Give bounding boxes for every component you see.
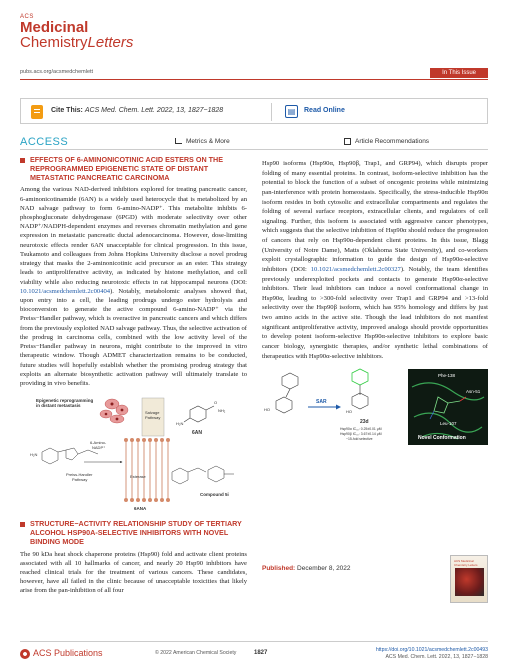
svg-text:23d: 23d	[360, 419, 369, 426]
article1-body: Among the various NAD-derived inhibitors explored for treating pancreatic cancer, 6-aminonicotinamide (6AN) is a widely used heterocycle that is metabolized by an NAD salvage pathway to form 6-amino-NADP⁺. This metabolite inhibits 6-phosphogluconate dehydrogenase (6PGD) with moderate selectivity over other NADP⁺/NADPH-dependent enzymes and reverses chromatin methylation and gene expression in metastatic pancreatic ductal adenocarcinoma. However, dose-limiting neurotoxic effects render 6AN unacceptable for clinical progression. In this issue, Tsukamoto and colleagues from Johns Hopkins University disclose a novel prodrug strategy that masks the 2-aminonicotinic acid precursor as an ester. This strategy leads to antiproliferative activity, as indicated by histone methylation, and cell viability while also reducing neurotoxic effects in rat hippocampal neurons (DOI: 10.1021/acsmedchemlett.2c00404). Notably, metabolomic analyses showed that, upon entry into a cell, the leading prodrugs undergo ester hydrolysis and bioconversion to generate the active compound 6-amino-NADP⁺ via the Preiss−Handler pathway, which is overactive in pancreatic cancers and which differs from the previously exploited NAD salvage pathway. Thus, the selective activation of the prodrug in carcinoma cells, combined with the low activity level of the Preiss−Handler pathway in neurons, might contribute to the improved in vitro therapeutic window. Though ADMET characterization remains to be conducted, future studies will hopefully establish whether the promising prodrug strategy that exploits an alternate biosynthetic activation pathway will ultimately translate to providing in vivo benefits.	[20, 186, 247, 387]
page-footer	[20, 641, 488, 663]
svg-text:in distant metastasis: in distant metastasis	[36, 403, 81, 409]
cite-text[interactable]: Cite This: ACS Med. Chem. Lett. 2022, 13, 1827−1828	[51, 107, 224, 114]
publisher-logo[interactable]: ACS Publications	[20, 648, 103, 659]
svg-text:Esterase: Esterase	[130, 474, 146, 480]
svg-text:NADP⁺: NADP⁺	[92, 445, 106, 451]
svg-text:6ANA: 6ANA	[134, 506, 147, 512]
bar-chart-icon	[175, 138, 182, 144]
svg-text:Asn-51: Asn-51	[466, 389, 481, 395]
url-bar	[20, 68, 488, 80]
copyright: © 2022 American Chemical Society	[155, 650, 237, 656]
svg-text:Pathway: Pathway	[72, 477, 88, 483]
svg-text:NH₂: NH₂	[218, 408, 226, 414]
article1-toc-figure	[22, 392, 244, 512]
acs-logo-icon	[20, 649, 30, 659]
svg-text:H₂N: H₂N	[30, 452, 38, 458]
journal-name-line1: Medicinal	[20, 19, 89, 36]
svg-text:Preiss-Handler: Preiss-Handler	[66, 472, 93, 478]
right-column	[262, 156, 488, 447]
page-number: 1827	[254, 650, 268, 656]
read-online-link[interactable]: Read Online	[304, 107, 345, 114]
metrics-link[interactable]: Metrics & More	[175, 138, 230, 145]
article2-body: The 90 kDa heat shock chaperone proteins (Hsp90) fold and activate client proteins associated with all 10 hallmarks of cancer, and nearly 20 Hsp90 inhibitors have reached clinical trials for the treatment of various cancers. These candidates, however, have all failed in the clinic because of unacceptable toxicities that likely arise from the pan-inhibition of all four	[20, 550, 247, 595]
svg-text:Novel Conformation: Novel Conformation	[418, 435, 466, 442]
svg-text:H₂N: H₂N	[176, 421, 184, 427]
svg-text:Leu-107: Leu-107	[440, 421, 457, 427]
cover-title: ACS Medicinal Chemistry Letters	[454, 559, 478, 567]
article1-heading: EFFECTS OF 6-AMINONICOTINIC ACID ESTERS ON THE REPROGRAMMED EPIGENETIC STATE OF DISTANT METASTATIC PANCREATIC CARCINOMA	[20, 156, 247, 182]
article2-toc-figure	[262, 367, 488, 447]
footer-doi-link[interactable]: https://doi.org/10.1021/acsmedchemlett.2c00493	[375, 647, 488, 653]
journal-cover-thumbnail[interactable]	[450, 555, 488, 603]
svg-text:Phe-138: Phe-138	[438, 373, 456, 379]
divider	[271, 103, 272, 121]
svg-text:6AN: 6AN	[192, 430, 203, 437]
svg-text:Hsp90α IC₅₀: 0.25±0.01 μM: Hsp90α IC₅₀: 0.25±0.01 μM	[340, 427, 382, 432]
svg-text:Compound 5i: Compound 5i	[200, 492, 229, 498]
svg-text:Pathway: Pathway	[145, 415, 161, 421]
article-icon	[344, 138, 351, 145]
section-badge: In This Issue	[430, 68, 488, 78]
svg-text:~15-fold selective: ~15-fold selective	[346, 437, 373, 442]
journal-logo[interactable]	[20, 14, 133, 50]
read-online-icon[interactable]: ▤	[285, 105, 298, 118]
svg-text:HO: HO	[264, 407, 270, 413]
svg-text:HO: HO	[346, 409, 352, 415]
cite-box	[20, 98, 488, 124]
svg-text:SAR: SAR	[316, 399, 327, 406]
acs-prefix: ACS	[20, 14, 34, 20]
published-date: Published: December 8, 2022	[262, 565, 351, 572]
article2-heading: STRUCTURE−ACTIVITY RELATIONSHIP STUDY OF TERTIARY ALCOHOL HSP90Α-SELECTIVE INHIBITORS WITH NOVEL BINDING MODE	[20, 520, 247, 546]
svg-text:Epigenetic reprogramming: Epigenetic reprogramming	[36, 398, 94, 404]
recommendations-link[interactable]: Article Recommendations	[344, 138, 429, 145]
access-label: ACCESS	[20, 136, 69, 148]
access-bar	[20, 136, 488, 150]
quote-icon[interactable]	[31, 105, 43, 119]
footer-citation: https://doi.org/10.1021/acsmedchemlett.2c00493 ACS Med. Chem. Lett. 2022, 13, 1827−1828	[375, 647, 488, 661]
svg-text:6-Amino-: 6-Amino-	[90, 440, 107, 446]
svg-text:O: O	[214, 400, 218, 406]
journal-name-line2: ChemistryLetters	[20, 34, 134, 51]
prodrug-scheme-graphic	[22, 392, 244, 512]
article2-body-continued: Hsp90 isoforms (Hsp90α, Hsp90β, Trap1, and GRP94), which disrupts proper folding of many essential proteins. In contrast, isoform-selective inhibition has the potential to block the function of a subset of oncogenic proteins while minimizing pan-interference with protein homeostasis. Specifically, the stress-inducible Hsp90α isoform resides in both cytosolic and extracellular compartments and regulates the folding of several surface receptors, extracellular clients, and regulators of cell signaling. Further, this isoform is associated with aggressive cancer phenotypes, which suggests that the selective inhibition of Hsp90α should reduce the progression of cancers that rely on Hsp90α-dependent client proteins. In this issue, Blagg (University of Notre Dame), Matts (Oklahoma State University), and co-workers exploit crystallographic information to guide the design of Hsp90α-selective inhibitors (DOI: 10.1021/acsmedchemlett.2c00327). Notably, the team identifies previously underexploited pockets and contacts to generate Hsp90α-selective inhibitors. Their lead inhibitors can induce a novel conformational change in Hsp90α, leading to >300-fold selectivity over Trap1 and GRP94 and >13-fold selectivity over the Hsp90β isoform, which has 95% homology and differs by just two amino acids in the active site. Though the lead inhibitors do not manifest significant antiproliferative activity, improved analogs should provide opportunities to develop potent isoform-selective Hsp90α-selective inhibitors to explore basic cancer biology, synergistic therapies, and/or synthetic lethal combinations of therapeutics with Hsp90α-selective inhibitors.	[262, 160, 488, 360]
left-column	[20, 156, 247, 596]
svg-text:Hsp90β IC₅₀: 3.67±0.14 μM: Hsp90β IC₅₀: 3.67±0.14 μM	[340, 432, 382, 437]
article1-doi-link[interactable]: 10.1021/acsmedchemlett.2c00404	[20, 287, 111, 295]
article2-doi-link[interactable]: 10.1021/acsmedchemlett.2c00327	[310, 265, 401, 273]
journal-url[interactable]: pubs.acs.org/acsmedchemlett	[20, 69, 94, 75]
cover-art	[455, 568, 484, 596]
svg-text:Salvage: Salvage	[145, 410, 160, 416]
hsp90-scheme-graphic	[262, 367, 488, 447]
